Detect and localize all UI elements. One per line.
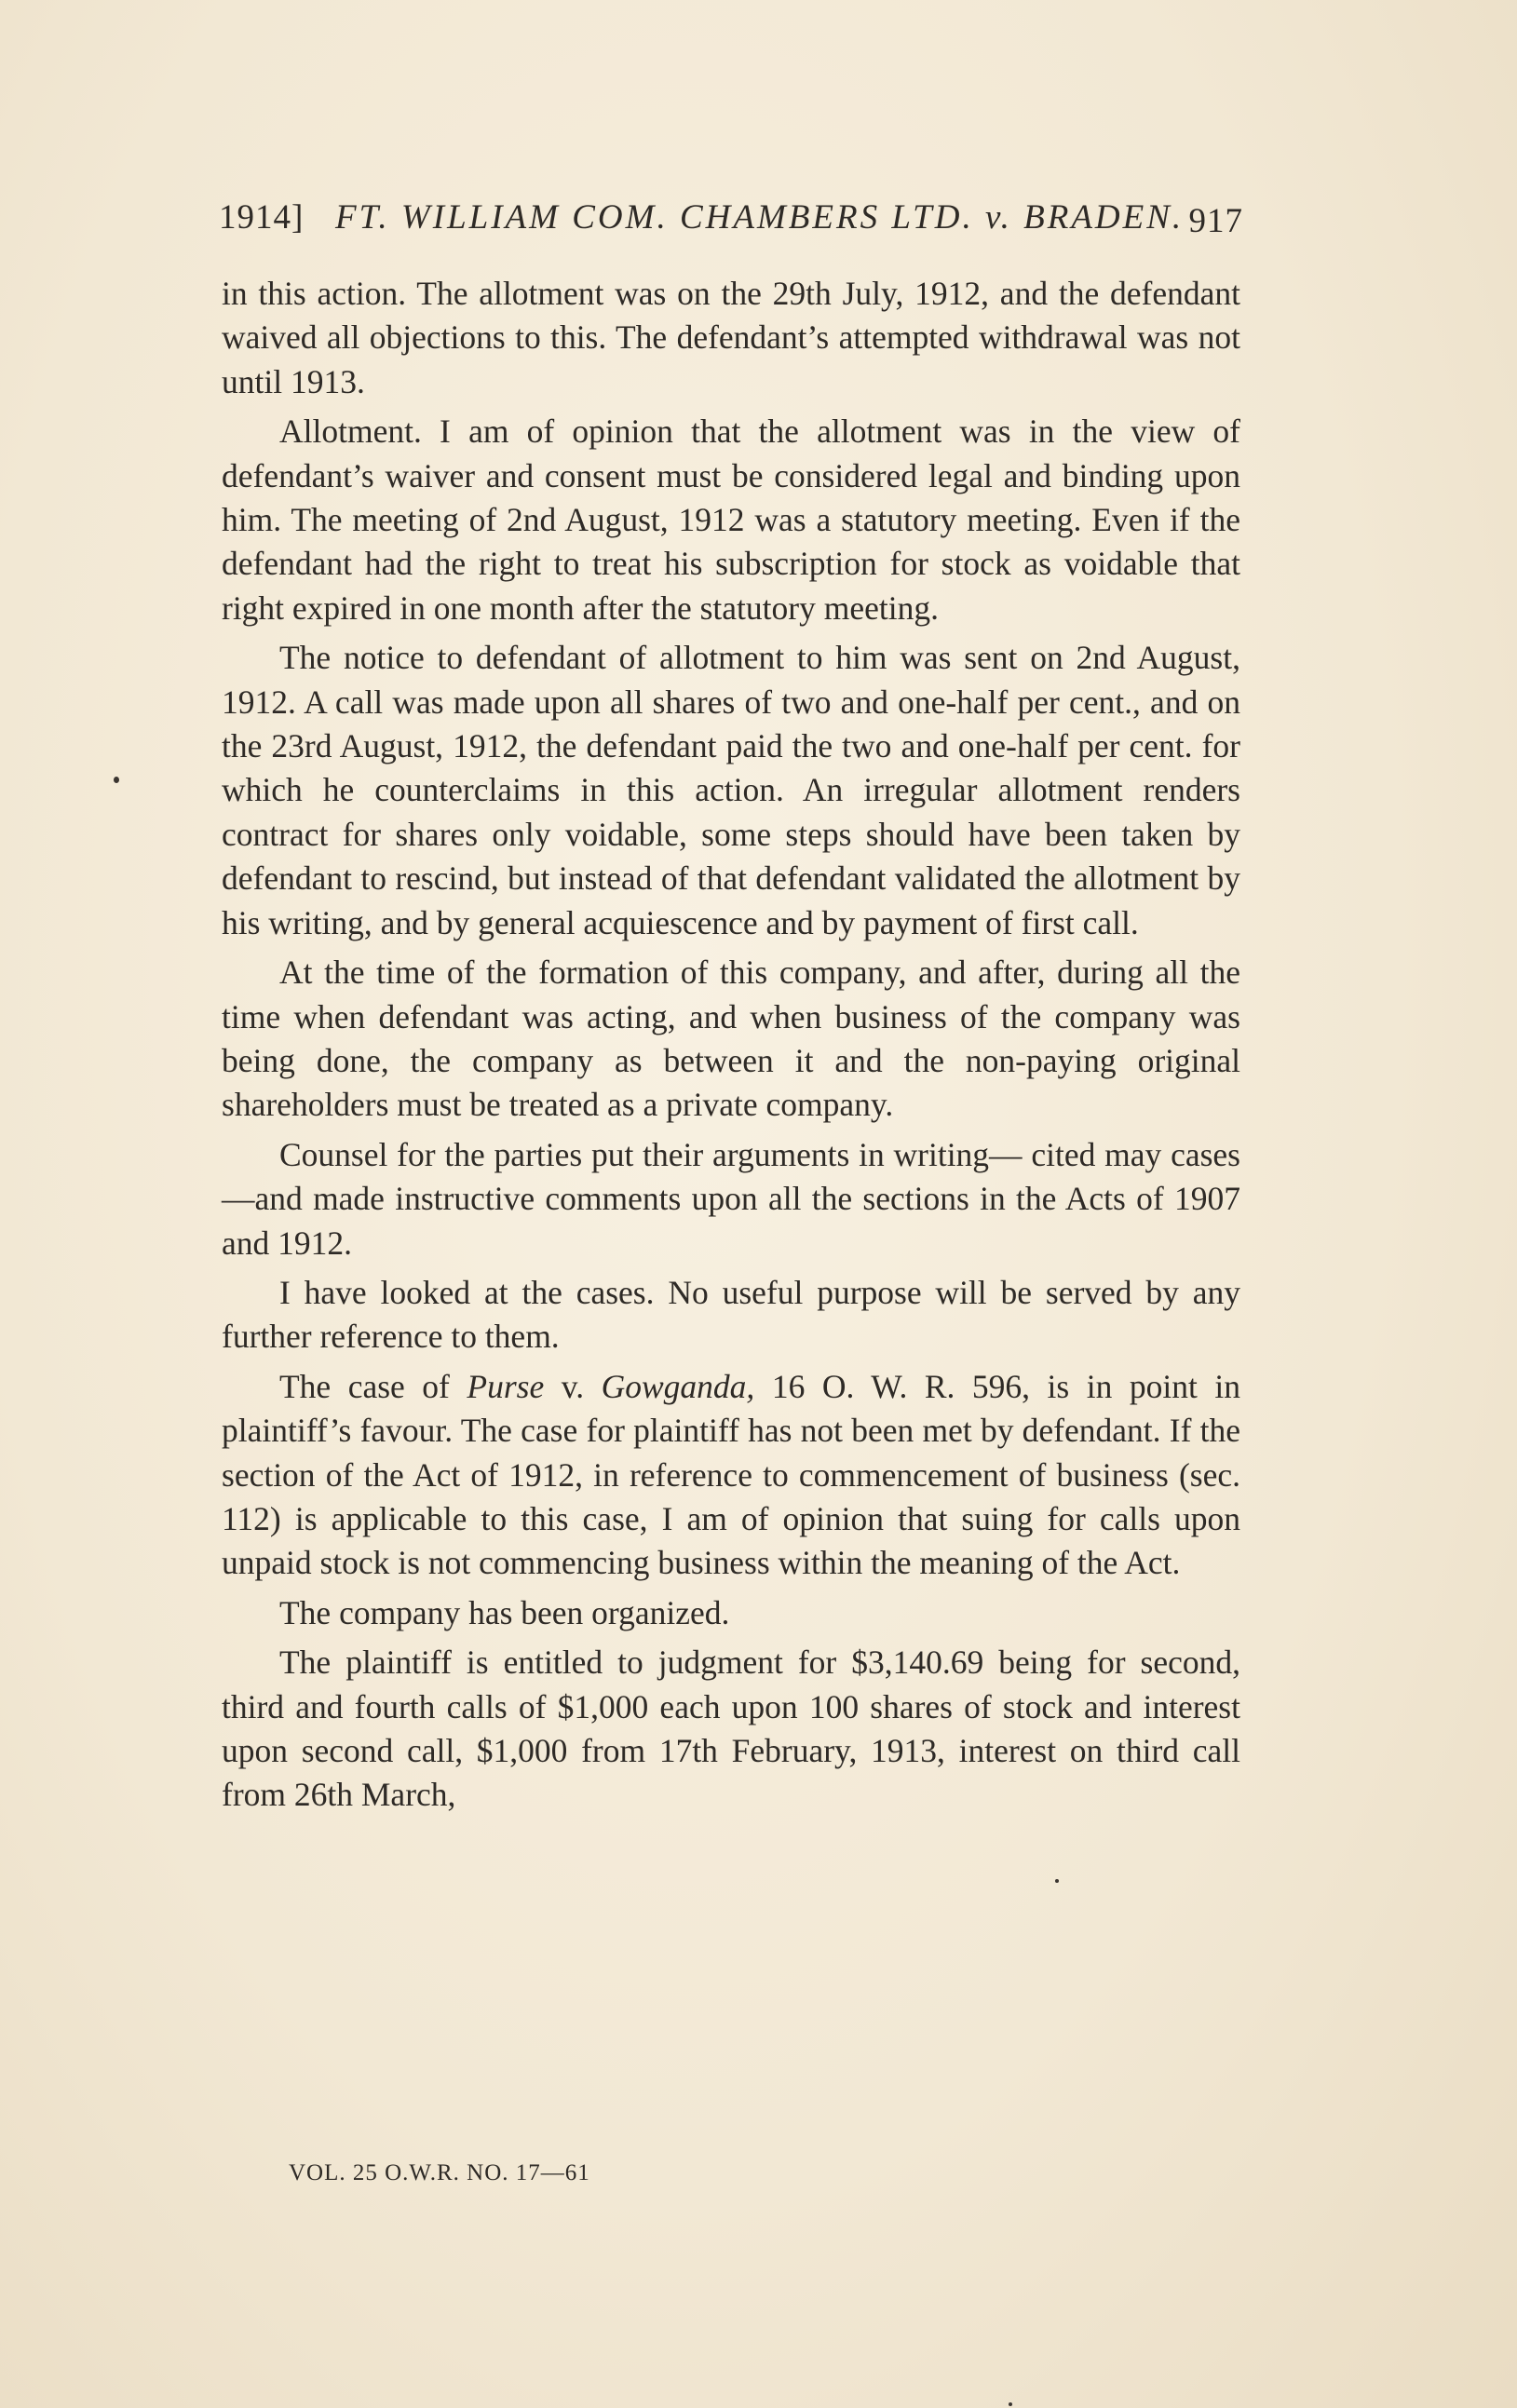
- paragraph-7-lead: The case of: [279, 1367, 467, 1405]
- page-number: 917: [1188, 202, 1243, 240]
- running-header: [219, 197, 1243, 244]
- paragraph-2: Allotment. I am of opinion that the allotment was in the view of defendant’s waiver and consent must be considered legal and binding upon him. The meeting of 2nd August, 1912 was a statutory meeting. Even if the defendant had the right to treat his subscription for stock as voidable that right expired in one month after the statutory meeting.: [222, 413, 1240, 627]
- case-name-purse: Purse: [467, 1367, 545, 1405]
- header-case-title: FT. WILLIAM COM. CHAMBERS LTD. v. BRADEN.: [335, 198, 1185, 237]
- case-name-gowganda: Gowganda,: [601, 1367, 755, 1405]
- paragraph-8: The company has been organized.: [279, 1593, 730, 1631]
- paragraph-1: in this action. The allotment was on the 29th July, 1912, and the defendant waived all objections to this. The defendant’s attempted withdrawal was not until 1913.: [222, 275, 1240, 400]
- body-text: [222, 272, 1240, 1823]
- paragraph-7-rest: 16 O. W. R. 596, is in point in plaintiff’s favour. The case for plaintiff has not been met by defendant. If the section of the Act of 1912, in reference to commencement of business (sec. 112) is applicable to this case, I am of opinion that suing for calls upon unpaid stock is not commencing business within the meaning of the Act.: [222, 1367, 1240, 1582]
- footer-signature: VOL. 25 O.W.R. NO. 17—61: [289, 2160, 590, 2185]
- paragraph-5: Counsel for the parties put their arguments in writing— cited may cases—and made instructive comments upon all the sections in the Acts of 1907 and 1912.: [222, 1135, 1240, 1262]
- paragraph-3: The notice to defendant of allotment to him was sent on 2nd August, 1912. A call was made upon all shares of two and one-half per cent., and on the 23rd August, 1912, the defendant paid the two and one-half per cent. for which he counterclaims in this action. An irregular allotment renders contract for shares only voidable, some steps should have been taken by defendant to rescind, but instead of that defendant validated the allotment by his writing, and by general acquiescence and by payment of first call.: [222, 639, 1240, 941]
- paragraph-7: [222, 1365, 1240, 1586]
- paragraph-9: The plaintiff is entitled to judgment for $3,140.69 being for second, third and fourth calls of $1,000 each upon 100 shares of stock and interest upon second call, $1,000 from 17th February, 1913, interest on third call from 26th March,: [222, 1644, 1240, 1814]
- paragraph-4: At the time of the formation of this company, and after, during all the time when defendant was acting, and when business of the company was being done, the company as between it and the non-paying original shareholders must be treated as a private company.: [222, 954, 1240, 1124]
- case-versus: v.: [544, 1367, 602, 1405]
- ink-speck: [1009, 2402, 1012, 2406]
- ink-speck: [114, 777, 119, 783]
- header-year: 1914]: [219, 198, 305, 237]
- ink-speck: [1055, 1879, 1059, 1883]
- paragraph-6: I have looked at the cases. No useful purpose will be served by any further reference to them.: [222, 1273, 1240, 1356]
